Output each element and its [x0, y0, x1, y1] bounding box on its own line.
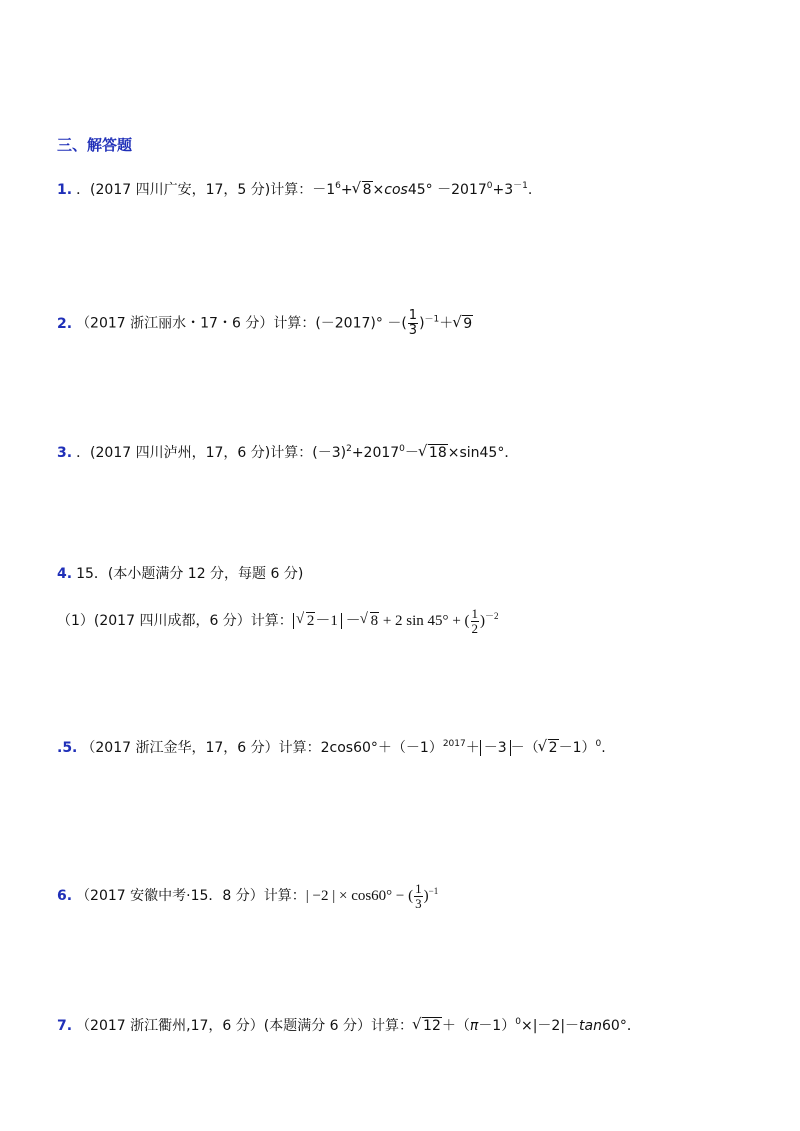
question-text: （2017 浙江金华，17，6 分）计算：2cos60°＋（－1） — [81, 740, 443, 756]
question-4-heading — [57, 563, 303, 585]
absolute-value — [293, 613, 342, 629]
operator: ＋ — [439, 315, 454, 332]
radicand: 2 — [306, 612, 315, 629]
operator: － — [345, 612, 361, 629]
exponent: －1 — [513, 181, 528, 191]
radicand: 12 — [423, 1018, 441, 1034]
exponent: 6 — [335, 181, 341, 191]
question-3 — [57, 442, 518, 464]
fraction — [408, 309, 418, 338]
question-number: 3. — [57, 445, 73, 461]
term: －（ — [510, 740, 539, 756]
question-number: 7. — [57, 1018, 73, 1034]
term: －1） — [558, 740, 596, 756]
math-expression — [293, 606, 499, 636]
exponent: 2017 — [442, 739, 466, 749]
denominator: 3 — [415, 896, 422, 911]
operator: + — [340, 182, 353, 198]
pi-symbol: π — [469, 1018, 479, 1034]
question-6 — [57, 882, 438, 911]
operator: ＋ — [465, 740, 480, 756]
exponent: －1 — [424, 314, 440, 325]
tan-function: tan — [579, 1018, 602, 1034]
question-number: 1. — [57, 182, 73, 198]
sqrt-symbol — [297, 610, 316, 632]
question-text: （2017 浙江丽水・17・6 分）计算：(－2017)° — [76, 315, 383, 332]
denominator: 3 — [408, 323, 418, 338]
angle: 60°． — [602, 1018, 641, 1034]
question-number: 6. — [57, 887, 73, 904]
sqrt-symbol — [419, 442, 448, 464]
term: +3 — [492, 182, 514, 198]
term: ×|－2|－ — [520, 1018, 580, 1034]
numerator: 1 — [415, 881, 422, 896]
term: ＋（ — [441, 1018, 470, 1034]
question-4-part-1 — [57, 607, 499, 636]
term: +2017 — [351, 445, 400, 461]
question-text: （1）(2017 四川成都，6 分）计算： — [57, 612, 293, 629]
operator: － — [404, 445, 419, 461]
section-title: 三、解答题 — [57, 136, 133, 154]
angle: 45° — [407, 182, 433, 198]
radicand: 9 — [463, 315, 473, 332]
paren: ) — [423, 887, 429, 904]
question-text: 15．(本小题满分 12 分，每题 6 分) — [76, 566, 304, 582]
sqrt-symbol — [413, 1015, 442, 1037]
math-expression — [305, 881, 439, 911]
term: －1 — [315, 612, 338, 629]
sqrt-symbol — [353, 179, 373, 201]
paren: ) — [480, 612, 486, 629]
period: . — [601, 740, 606, 756]
operator: －( — [387, 315, 407, 332]
radicand: 8 — [362, 182, 372, 198]
term: + 2 sin 45° — [382, 612, 449, 629]
term: ×sin45°． — [447, 445, 519, 461]
exponent: 0 — [486, 181, 493, 191]
denominator: 2 — [471, 621, 479, 636]
exponent: 0 — [515, 1017, 521, 1027]
exponent: 0 — [399, 444, 405, 454]
exponent: 0 — [595, 739, 602, 749]
question-number: .5. — [57, 740, 78, 756]
operator: × — [372, 182, 385, 198]
term: －1） — [478, 1018, 516, 1034]
radicand: 8 — [370, 612, 379, 629]
question-text: （2017 浙江衢州,17，6 分）(本题满分 6 分）计算： — [76, 1018, 414, 1034]
paren: ) — [419, 315, 425, 332]
question-number: 2. — [57, 315, 73, 332]
exponent: －2 — [485, 610, 499, 621]
question-text: ．(2017 四川广安，17，5 分)计算：－1 — [76, 182, 336, 198]
question-1 — [57, 179, 532, 201]
term: －2017 — [437, 182, 487, 198]
radicand: 18 — [428, 445, 447, 461]
fraction — [414, 882, 423, 911]
term: | −2 | × cos60° − ( — [305, 887, 414, 904]
question-number: 4. — [57, 566, 73, 582]
exponent: 2 — [346, 444, 352, 454]
radicand: 2 — [548, 740, 558, 756]
sqrt-symbol — [453, 313, 473, 335]
question-text: ．(2017 四川泸州，17，6 分)计算：(－3) — [76, 445, 347, 461]
exponent: −1 — [428, 885, 439, 896]
numerator: 1 — [471, 606, 479, 621]
cos-function: cos — [384, 182, 408, 198]
sqrt-symbol — [539, 737, 559, 759]
numerator: 1 — [408, 308, 418, 323]
question-text: （2017 安徽中考·15．8 分）计算： — [76, 887, 306, 904]
absolute-value: －3 — [480, 740, 511, 756]
question-7 — [57, 1015, 641, 1037]
sqrt-symbol — [361, 610, 380, 632]
period: . — [527, 182, 533, 198]
question-5 — [57, 737, 606, 759]
operator: + ( — [452, 612, 470, 629]
question-2 — [57, 309, 473, 338]
fraction — [471, 607, 480, 636]
